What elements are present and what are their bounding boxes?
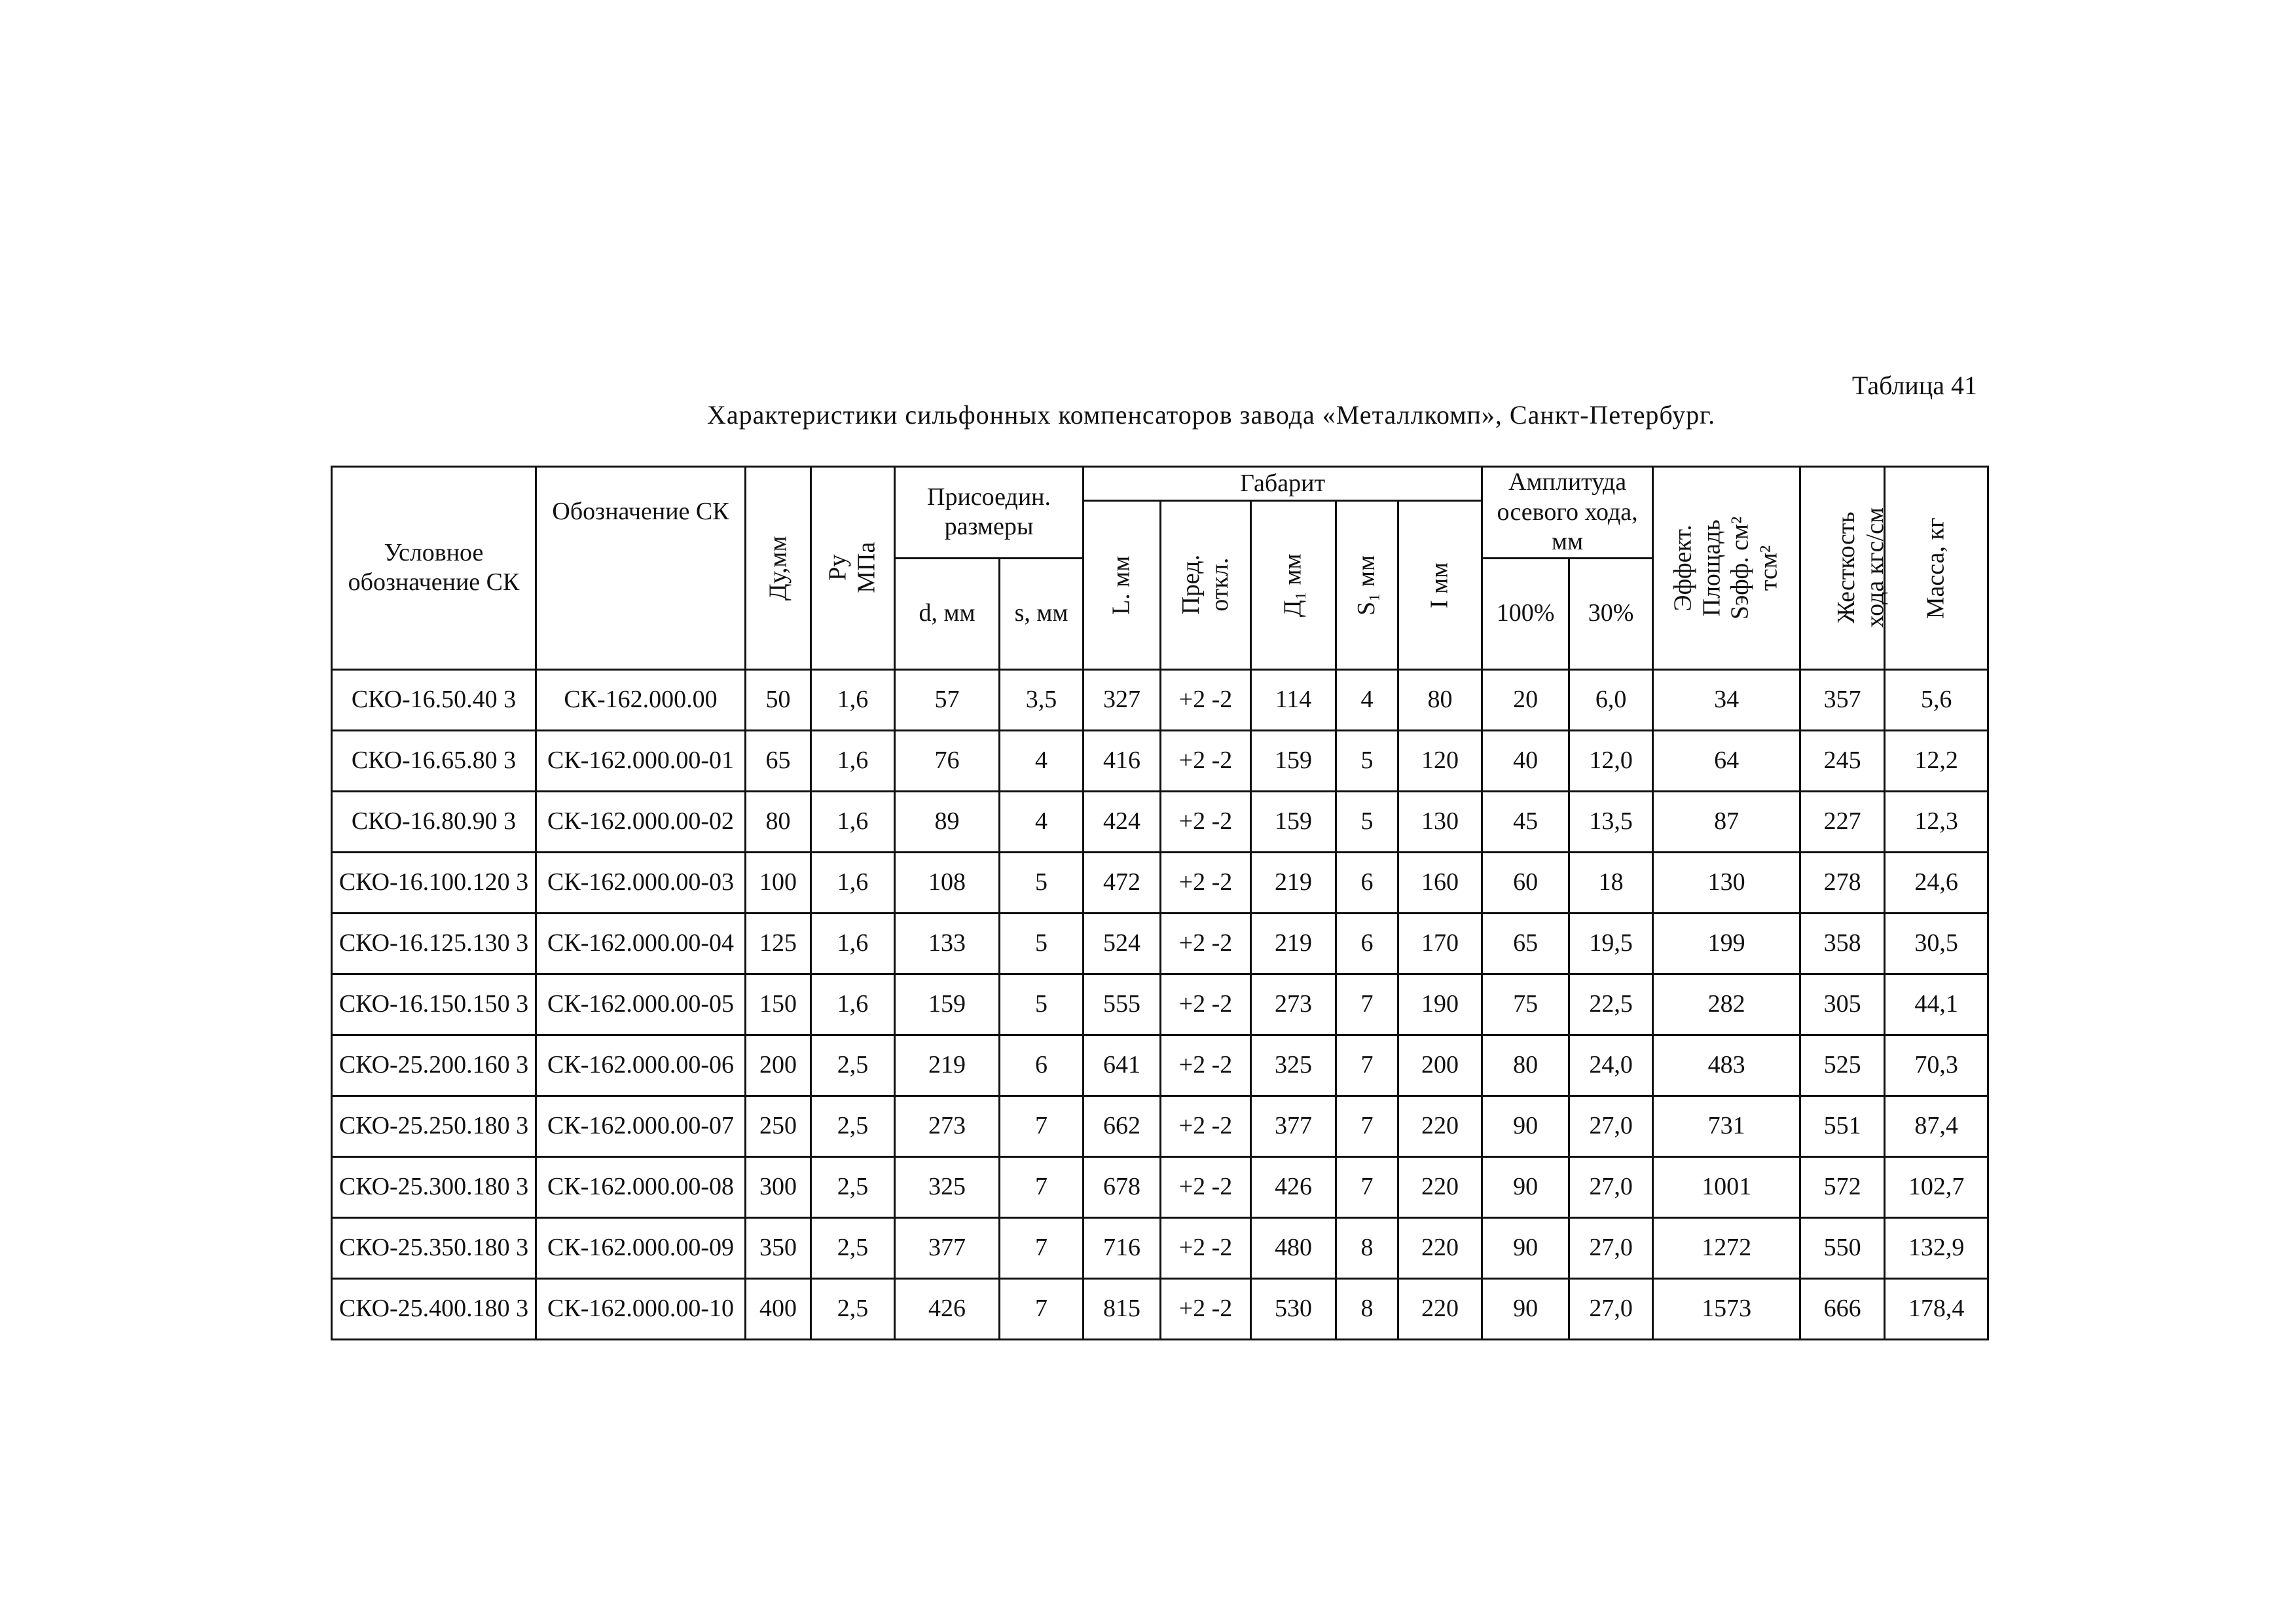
cell-pu: 2,5: [811, 1278, 895, 1339]
table-row: [332, 1156, 1988, 1217]
table-row: [332, 1278, 1988, 1339]
cell-du: 250: [746, 1096, 811, 1156]
table-row: [332, 669, 1988, 730]
cell-mass: 102,7: [1885, 1156, 1988, 1217]
cell-L: 416: [1084, 730, 1161, 791]
cell-du: 125: [746, 913, 811, 974]
cell-pu: 1,6: [811, 913, 895, 974]
cell-l: 120: [1398, 730, 1482, 791]
cell-d: 273: [895, 1096, 1000, 1156]
cell-pred: +2 -2: [1161, 730, 1251, 791]
cell-mass: 30,5: [1885, 913, 1988, 974]
cell-d: 108: [895, 852, 1000, 913]
cell-pred: +2 -2: [1161, 791, 1251, 852]
cell-pu: 2,5: [811, 1096, 895, 1156]
cell-area: 731: [1653, 1096, 1800, 1156]
cell-a30: 19,5: [1569, 913, 1653, 974]
cell-L: 716: [1084, 1217, 1161, 1278]
cell-a30: 27,0: [1569, 1278, 1653, 1339]
cell-d: 89: [895, 791, 1000, 852]
cell-D1: 426: [1251, 1156, 1336, 1217]
cell-d: 377: [895, 1217, 1000, 1278]
header-mass: Масса, кг: [1885, 467, 1988, 670]
cell-pred: +2 -2: [1161, 913, 1251, 974]
table-row: [332, 791, 1988, 852]
cell-D1: 159: [1251, 730, 1336, 791]
cell-L: 524: [1084, 913, 1161, 974]
cell-pu: 1,6: [811, 852, 895, 913]
header-d1: Д₁ мм: [1251, 501, 1336, 670]
cell-area: 1272: [1653, 1217, 1800, 1278]
cell-S1: 5: [1336, 730, 1398, 791]
cell-pu: 1,6: [811, 730, 895, 791]
cell-pu: 1,6: [811, 669, 895, 730]
cell-d: 219: [895, 1035, 1000, 1096]
cell-pred: +2 -2: [1161, 1278, 1251, 1339]
cell-stiff: 278: [1800, 852, 1885, 913]
table-row: [332, 1035, 1988, 1096]
header-length: L. мм: [1084, 501, 1161, 670]
cell-S1: 7: [1336, 1035, 1398, 1096]
cell-a100: 90: [1482, 1278, 1569, 1339]
cell-pred: +2 -2: [1161, 1035, 1251, 1096]
cell-D1: 273: [1251, 974, 1336, 1035]
cell-a100: 60: [1482, 852, 1569, 913]
cell-s: 7: [1000, 1217, 1084, 1278]
cell-L: 662: [1084, 1096, 1161, 1156]
cell-mass: 44,1: [1885, 974, 1988, 1035]
cell-pred: +2 -2: [1161, 852, 1251, 913]
cell-a100: 45: [1482, 791, 1569, 852]
cell-code: СК-162.000.00-06: [536, 1035, 746, 1096]
cell-designation: СКО-16.65.80 3: [332, 730, 536, 791]
cell-area: 87: [1653, 791, 1800, 852]
cell-S1: 7: [1336, 974, 1398, 1035]
cell-d: 133: [895, 913, 1000, 974]
cell-stiff: 305: [1800, 974, 1885, 1035]
table-row: [332, 1096, 1988, 1156]
header-d: d, мм: [895, 558, 1000, 669]
cell-L: 815: [1084, 1278, 1161, 1339]
table-body: [332, 669, 1988, 1339]
cell-stiff: 550: [1800, 1217, 1885, 1278]
cell-a100: 90: [1482, 1156, 1569, 1217]
cell-area: 483: [1653, 1035, 1800, 1096]
cell-d: 426: [895, 1278, 1000, 1339]
cell-d: 57: [895, 669, 1000, 730]
cell-a100: 40: [1482, 730, 1569, 791]
cell-area: 282: [1653, 974, 1800, 1035]
header-amp-30: 30%: [1569, 558, 1653, 669]
cell-a30: 6,0: [1569, 669, 1653, 730]
cell-code: СК-162.000.00-07: [536, 1096, 746, 1156]
header-code: Обозначение СК: [536, 467, 746, 670]
cell-S1: 6: [1336, 852, 1398, 913]
cell-S1: 4: [1336, 669, 1398, 730]
cell-du: 200: [746, 1035, 811, 1096]
header-s1: S₁ мм: [1336, 501, 1398, 670]
header-amp-100: 100%: [1482, 558, 1569, 669]
cell-a30: 12,0: [1569, 730, 1653, 791]
cell-mass: 87,4: [1885, 1096, 1988, 1156]
cell-area: 1573: [1653, 1278, 1800, 1339]
cell-D1: 325: [1251, 1035, 1336, 1096]
cell-mass: 12,2: [1885, 730, 1988, 791]
table-row: [332, 913, 1988, 974]
cell-S1: 6: [1336, 913, 1398, 974]
cell-s: 4: [1000, 730, 1084, 791]
cell-pred: +2 -2: [1161, 1156, 1251, 1217]
cell-s: 7: [1000, 1156, 1084, 1217]
cell-s: 5: [1000, 852, 1084, 913]
cell-du: 300: [746, 1156, 811, 1217]
cell-L: 678: [1084, 1156, 1161, 1217]
cell-a100: 90: [1482, 1096, 1569, 1156]
cell-a100: 20: [1482, 669, 1569, 730]
cell-area: 1001: [1653, 1156, 1800, 1217]
cell-D1: 114: [1251, 669, 1336, 730]
cell-l: 220: [1398, 1217, 1482, 1278]
cell-stiff: 666: [1800, 1278, 1885, 1339]
cell-s: 3,5: [1000, 669, 1084, 730]
cell-l: 220: [1398, 1096, 1482, 1156]
table-header: [332, 467, 1988, 670]
cell-du: 80: [746, 791, 811, 852]
cell-s: 4: [1000, 791, 1084, 852]
cell-s: 7: [1000, 1278, 1084, 1339]
cell-pu: 1,6: [811, 791, 895, 852]
cell-a30: 13,5: [1569, 791, 1653, 852]
cell-code: СК-162.000.00-09: [536, 1217, 746, 1278]
header-effective-area: Эффект. Площадь Sэфф. см² тсм²: [1653, 467, 1800, 670]
header-amplitude-group: Амплитуда осевого хода, мм: [1482, 467, 1653, 559]
table-number: Таблица 41: [1851, 371, 1977, 400]
cell-S1: 8: [1336, 1217, 1398, 1278]
cell-code: СК-162.000.00-01: [536, 730, 746, 791]
cell-designation: СКО-16.50.40 3: [332, 669, 536, 730]
cell-designation: СКО-25.400.180 3: [332, 1278, 536, 1339]
header-deviation: Пред. откл.: [1161, 501, 1251, 670]
table-row: [332, 1217, 1988, 1278]
header-designation: Условное обозначение СК: [332, 467, 536, 670]
cell-S1: 7: [1336, 1156, 1398, 1217]
cell-du: 400: [746, 1278, 811, 1339]
cell-mass: 24,6: [1885, 852, 1988, 913]
cell-l: 200: [1398, 1035, 1482, 1096]
cell-S1: 7: [1336, 1096, 1398, 1156]
cell-designation: СКО-16.100.120 3: [332, 852, 536, 913]
cell-code: СК-162.000.00-03: [536, 852, 746, 913]
cell-a100: 80: [1482, 1035, 1569, 1096]
header-pu: Py МПа: [811, 467, 895, 670]
cell-D1: 219: [1251, 852, 1336, 913]
cell-D1: 480: [1251, 1217, 1336, 1278]
cell-S1: 8: [1336, 1278, 1398, 1339]
cell-designation: СКО-25.350.180 3: [332, 1217, 536, 1278]
cell-s: 5: [1000, 974, 1084, 1035]
cell-stiff: 227: [1800, 791, 1885, 852]
cell-area: 64: [1653, 730, 1800, 791]
table-row: [332, 852, 1988, 913]
cell-mass: 5,6: [1885, 669, 1988, 730]
cell-a100: 90: [1482, 1217, 1569, 1278]
cell-code: СК-162.000.00-10: [536, 1278, 746, 1339]
cell-stiff: 357: [1800, 669, 1885, 730]
cell-designation: СКО-25.200.160 3: [332, 1035, 536, 1096]
cell-s: 6: [1000, 1035, 1084, 1096]
table-caption: Характеристики сильфонных компенсаторов завода «Металлкомп», Санкт-Петербург.: [706, 400, 1716, 430]
cell-pu: 2,5: [811, 1156, 895, 1217]
cell-s: 5: [1000, 913, 1084, 974]
cell-du: 150: [746, 974, 811, 1035]
cell-a30: 27,0: [1569, 1096, 1653, 1156]
cell-d: 76: [895, 730, 1000, 791]
cell-du: 350: [746, 1217, 811, 1278]
cell-l: 190: [1398, 974, 1482, 1035]
cell-l: 160: [1398, 852, 1482, 913]
cell-mass: 70,3: [1885, 1035, 1988, 1096]
cell-L: 641: [1084, 1035, 1161, 1096]
cell-pred: +2 -2: [1161, 669, 1251, 730]
cell-designation: СКО-16.150.150 3: [332, 974, 536, 1035]
cell-l: 130: [1398, 791, 1482, 852]
cell-L: 472: [1084, 852, 1161, 913]
cell-S1: 5: [1336, 791, 1398, 852]
cell-a30: 22,5: [1569, 974, 1653, 1035]
header-gabarit-group: Габарит: [1084, 467, 1482, 501]
cell-designation: СКО-16.125.130 3: [332, 913, 536, 974]
table-row: [332, 730, 1988, 791]
cell-pu: 1,6: [811, 974, 895, 1035]
cell-mass: 12,3: [1885, 791, 1988, 852]
cell-code: СК-162.000.00-08: [536, 1156, 746, 1217]
cell-code: СК-162.000.00-04: [536, 913, 746, 974]
header-connection-group: Присоедин. размеры: [895, 467, 1084, 559]
cell-D1: 530: [1251, 1278, 1336, 1339]
cell-du: 100: [746, 852, 811, 913]
cell-mass: 178,4: [1885, 1278, 1988, 1339]
cell-area: 199: [1653, 913, 1800, 974]
cell-L: 424: [1084, 791, 1161, 852]
cell-area: 130: [1653, 852, 1800, 913]
cell-designation: СКО-25.300.180 3: [332, 1156, 536, 1217]
cell-a30: 27,0: [1569, 1217, 1653, 1278]
cell-du: 50: [746, 669, 811, 730]
cell-designation: СКО-16.80.90 3: [332, 791, 536, 852]
cell-l: 220: [1398, 1278, 1482, 1339]
cell-D1: 219: [1251, 913, 1336, 974]
header-stiffness: Жесткость хода кгс/см: [1800, 467, 1885, 670]
cell-du: 65: [746, 730, 811, 791]
cell-pred: +2 -2: [1161, 1096, 1251, 1156]
cell-L: 327: [1084, 669, 1161, 730]
table-row: [332, 974, 1988, 1035]
cell-stiff: 358: [1800, 913, 1885, 974]
cell-pred: +2 -2: [1161, 974, 1251, 1035]
cell-area: 34: [1653, 669, 1800, 730]
header-s: s, мм: [1000, 558, 1084, 669]
cell-D1: 377: [1251, 1096, 1336, 1156]
cell-code: СК-162.000.00: [536, 669, 746, 730]
header-l: I мм: [1398, 501, 1482, 670]
cell-code: СК-162.000.00-02: [536, 791, 746, 852]
cell-D1: 159: [1251, 791, 1336, 852]
cell-d: 325: [895, 1156, 1000, 1217]
cell-l: 220: [1398, 1156, 1482, 1217]
cell-a30: 27,0: [1569, 1156, 1653, 1217]
cell-code: СК-162.000.00-05: [536, 974, 746, 1035]
cell-a30: 18: [1569, 852, 1653, 913]
cell-a100: 65: [1482, 913, 1569, 974]
cell-pu: 2,5: [811, 1035, 895, 1096]
cell-pred: +2 -2: [1161, 1217, 1251, 1278]
cell-l: 80: [1398, 669, 1482, 730]
cell-stiff: 572: [1800, 1156, 1885, 1217]
cell-pu: 2,5: [811, 1217, 895, 1278]
cell-a30: 24,0: [1569, 1035, 1653, 1096]
cell-a100: 75: [1482, 974, 1569, 1035]
compensator-table: [331, 466, 1989, 1340]
cell-mass: 132,9: [1885, 1217, 1988, 1278]
cell-designation: СКО-25.250.180 3: [332, 1096, 536, 1156]
cell-d: 159: [895, 974, 1000, 1035]
cell-stiff: 551: [1800, 1096, 1885, 1156]
cell-s: 7: [1000, 1096, 1084, 1156]
cell-L: 555: [1084, 974, 1161, 1035]
cell-stiff: 245: [1800, 730, 1885, 791]
header-du: Ду,мм: [746, 467, 811, 670]
cell-l: 170: [1398, 913, 1482, 974]
cell-stiff: 525: [1800, 1035, 1885, 1096]
